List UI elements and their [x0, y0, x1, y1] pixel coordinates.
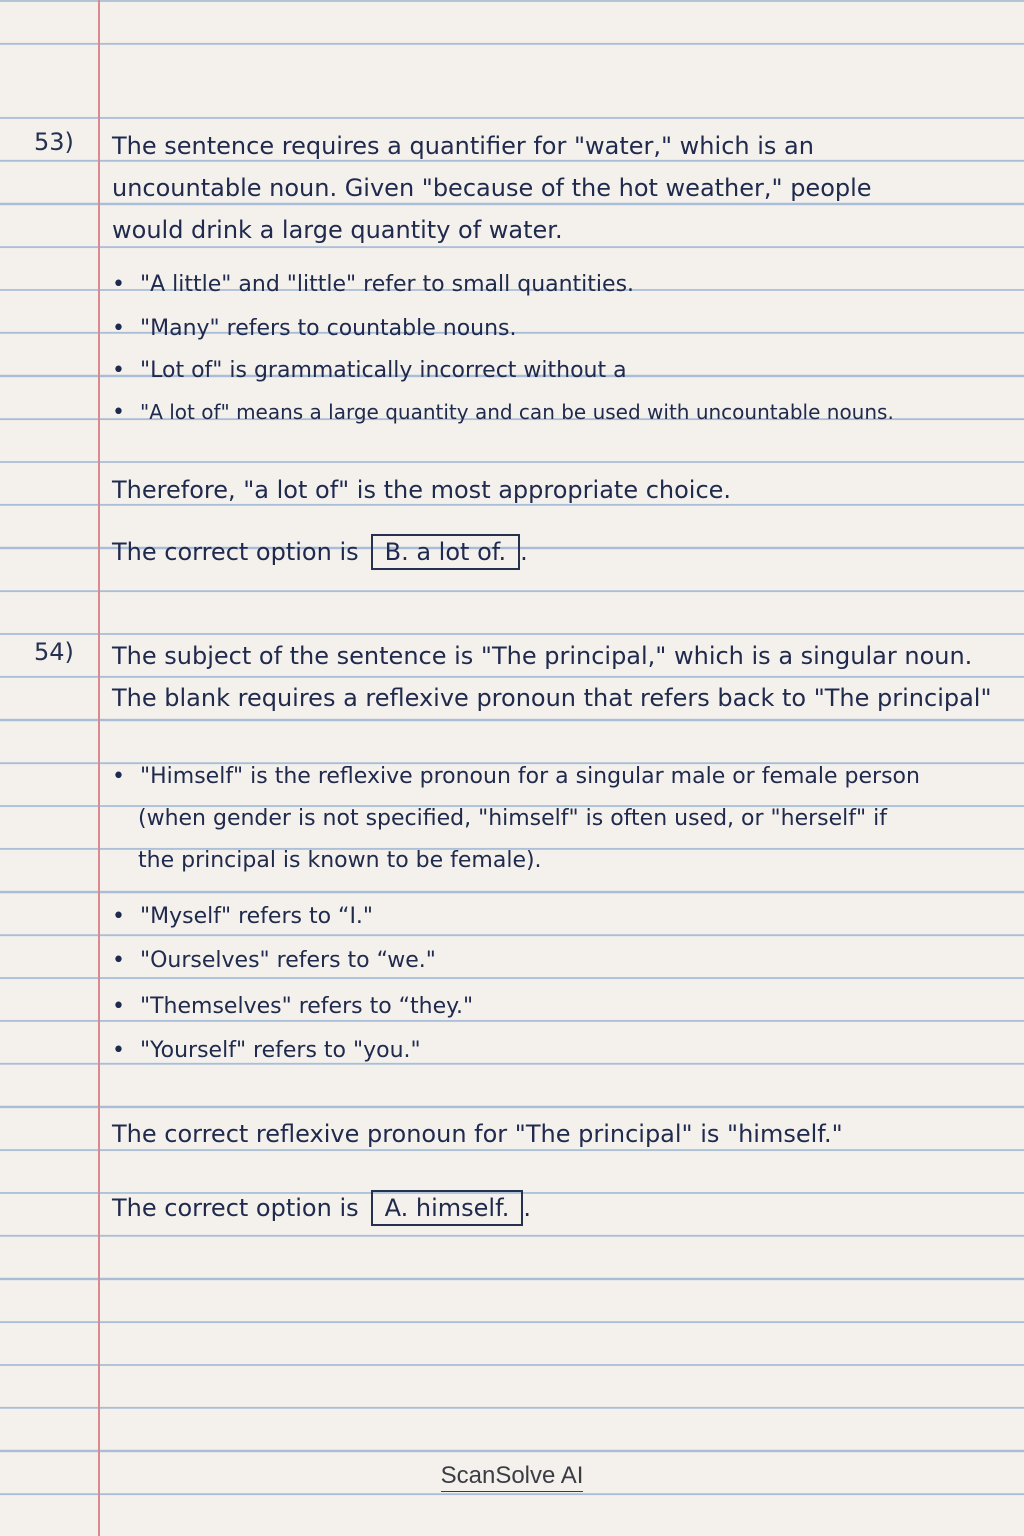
answer-box: A. himself. [371, 1190, 524, 1226]
bullet-dot: • [112, 994, 125, 1019]
margin-line [98, 0, 100, 1536]
q54-bullet-main-2: (when gender is not specified, "himself" is often used, or "herself" if [138, 806, 887, 831]
q54-bullet-main-1: • "Himself" is the reflexive pronoun for a singular male or female person [112, 764, 920, 789]
option-suffix: . [523, 1194, 532, 1222]
q53-bullet-1: • "A little" and "little" refer to small quantities. [112, 272, 635, 297]
option-prefix: The correct option is [112, 538, 359, 566]
q54-bullet-1: • "Myself" refers to “I." [112, 904, 374, 929]
q54-bullet-3: • "Themselves" refers to “they." [112, 994, 474, 1019]
brand-logo-text: ScanSolve AI [441, 1462, 584, 1492]
q54-bullet-main-3: the principal is known to be female). [138, 848, 542, 873]
brand-footer [0, 1462, 1024, 1490]
bullet-dot: • [112, 1038, 125, 1063]
q53-line-2: uncountable noun. Given "because of the hot weather," people [112, 174, 872, 202]
q53-conclusion: Therefore, "a lot of" is the most appropriate choice. [112, 476, 732, 504]
answer-box: B. a lot of. [371, 534, 520, 570]
bullet-dot: • [112, 948, 125, 973]
q53-bullet-3: • "Lot of" is grammatically incorrect without a [112, 358, 627, 383]
q53-correct-option [112, 534, 528, 570]
q53-line-3: would drink a large quantity of water. [112, 216, 563, 244]
bullet-dot: • [112, 904, 125, 929]
q54-line-2: The blank requires a reflexive pronoun that refers back to "The principal" [112, 684, 992, 712]
q54-bullet-4: • "Yourself" refers to "you." [112, 1038, 421, 1063]
bullet-dot: • [112, 400, 125, 425]
bullet-dot: • [112, 272, 125, 297]
q54-conclusion: The correct reflexive pronoun for "The principal" is "himself." [112, 1120, 843, 1148]
question-number-54: 54) [34, 638, 74, 666]
option-prefix: The correct option is [112, 1194, 359, 1222]
bullet-dot: • [112, 764, 125, 789]
bullet-dot: • [112, 358, 125, 383]
option-suffix: . [520, 538, 528, 566]
bullet-dot: • [112, 316, 125, 341]
q53-bullet-4: • "A lot of" means a large quantity and can be used with uncountable nouns. [112, 400, 894, 425]
q54-line-1: The subject of the sentence is "The principal," which is a singular noun. [112, 642, 973, 670]
q54-correct-option [112, 1190, 531, 1226]
q53-line-1: The sentence requires a quantifier for "water," which is an [112, 132, 814, 160]
question-number-53: 53) [34, 128, 74, 156]
q53-bullet-2: • "Many" refers to countable nouns. [112, 316, 517, 341]
q54-bullet-2: • "Ourselves" refers to “we." [112, 948, 436, 973]
